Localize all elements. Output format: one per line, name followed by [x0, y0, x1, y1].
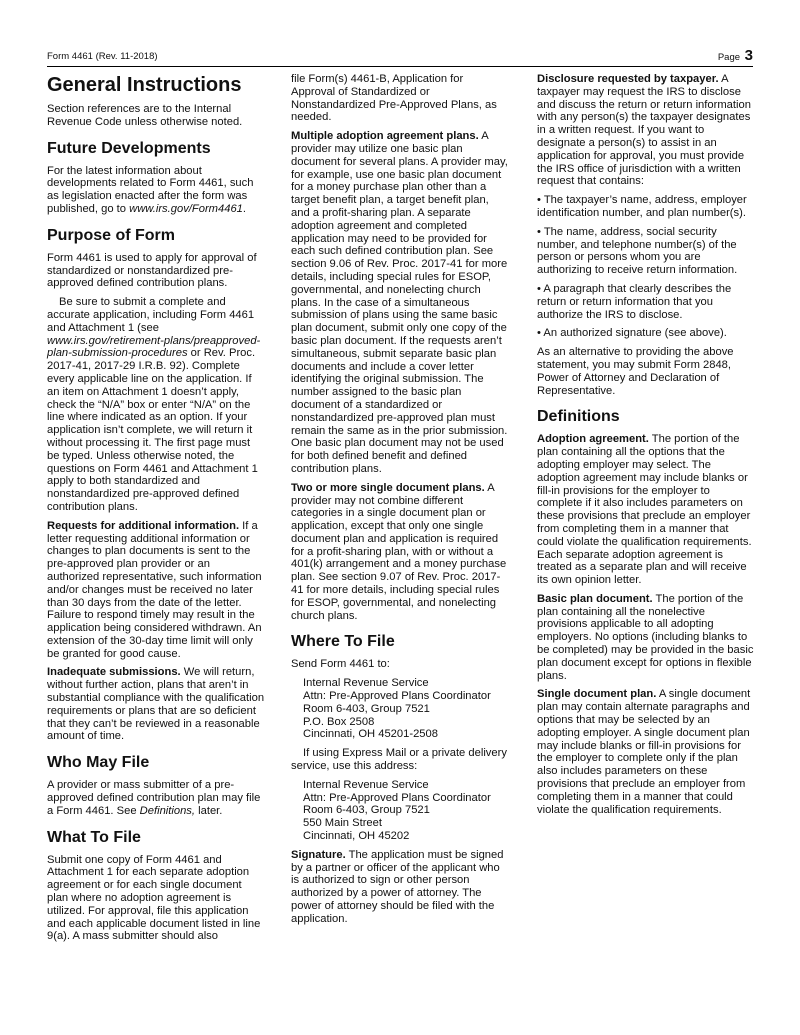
- send-text: Send Form 4461 to:: [291, 658, 390, 671]
- mail-address: [291, 677, 509, 741]
- address-line: Cincinnati, OH 45202: [303, 830, 410, 843]
- what-text: Submit one copy of Form 4461 and Attachment 1 for each separate adoption agreement or for each single document plan where no adoption agreement is utilized. For approval, file this application and each applicable document listed in line 9(a). A mass submitter should also: [47, 853, 261, 943]
- submit-link[interactable]: www.irs.gov/retirement-plans/preapproved-plan-submission-procedures: [47, 334, 261, 360]
- who-paragraph: [47, 779, 265, 817]
- adoption-paragraph: [537, 433, 755, 587]
- submit-text-a: Be sure to submit a complete and accurate application, including Form 4461 and Attachment 1 (see: [47, 296, 255, 334]
- two-text: A provider may not combine different categories in a single document plan or application, except that only one single document plan and application is required for a profit-sharing plan, with or without a 401(k) arrangement and a money purchase plan. See section 9.07 of Rev. Proc. 2017-41 for more details, including special rules for ESOP, governmental, and nonelecting church plans.: [291, 481, 507, 622]
- address-line: Attn: Pre-Approved Plans Coordinator: [303, 690, 491, 703]
- form-label: Form 4461 (Rev. 11-2018): [47, 51, 158, 62]
- future-paragraph: [47, 165, 265, 216]
- requests-text: If a letter requesting additional information or changes to plan documents is sent to the pre-approved plan provider or an authorized representative, such information and/or changes must be received no later than 30 days from the date of the letter. Failure to respond timely may result in the application being considered withdrawn. An extension of the 30-day time limit will only be granted for good cause.: [47, 519, 262, 660]
- single-text: A single document plan may contain alternate paragraphs and options that may be selected by an adopting employer. A single document plan may include blanks or fill-in provisions for the employer to complete only if the plan also includes parameters on these provisions that preclude an employer from completing them in a manner that could violate the qualification requirements.: [537, 688, 751, 816]
- basic-lead: Basic plan document.: [537, 592, 653, 605]
- signature-text: The application must be signed by a partner or officer of the applicant who is authorized to sign or other person authorized by a power of attorney. The power of attorney should be filed with the application.: [291, 848, 504, 925]
- page-number: 3: [744, 47, 753, 64]
- column-2: [291, 73, 509, 932]
- basic-text: The portion of the plan containing all the nonelective provisions applicable to all adopting employers. No options (including blanks to be completed) may be provided in the basic plan document except for options in flexible plans.: [537, 592, 754, 682]
- adoption-text: The portion of the plan containing all the options that the adopting employer may select. The adoption agreement may include blanks or fill-in provisions for the employer to complete if it also includes parameters on these provisions that preclude an employer from completing them in a manner that could violate the qualification requirements. Each separate adoption agreement is treated as a separate plan and will receive its own opinion letter.: [537, 433, 752, 587]
- where-heading: Where To File: [291, 633, 395, 651]
- who-italic: Definitions,: [139, 804, 196, 817]
- signature-paragraph: [291, 849, 509, 926]
- intro-text: Section references are to the Internal Revenue Code unless otherwise noted.: [47, 103, 243, 128]
- address-line: Cincinnati, OH 45201-2508: [303, 728, 438, 741]
- purpose-text: Form 4461 is used to apply for approval of standardized or nonstandardized pre-approved defined contribution plans.: [47, 251, 257, 290]
- future-link[interactable]: www.irs.gov/Form4461: [129, 202, 243, 215]
- bullet-item: • The taxpayer’s name, address, employer identification number, and plan number(s).: [537, 194, 747, 219]
- address-line: Attn: Pre-Approved Plans Coordinator: [303, 791, 491, 804]
- purpose-heading: Purpose of Form: [47, 226, 176, 244]
- who-text-b: later.: [195, 804, 223, 817]
- bullet-item: • A paragraph that clearly describes the return or return information that you authorize the IRS to disclose.: [537, 282, 732, 321]
- address-line: Internal Revenue Service: [303, 677, 429, 690]
- future-heading: Future Developments: [47, 139, 211, 157]
- address-line: Room 6-403, Group 7521: [303, 702, 430, 715]
- adoption-lead: Adoption agreement.: [537, 433, 649, 446]
- inadequate-text: We will return, without further action, plans that aren’t in substantial compliance with the qualification requirements or plans that are so deficient that they can’t be reviewed in a reasonable amount of time.: [47, 666, 265, 743]
- submit-text-b: or Rev. Proc. 2017-41, 2017-29 I.R.B. 92). Complete every applicable line on the application. If an item on Attachment 1 doesn’t apply, check the “N/A” box or enter “N/A” on the line where indicated as an option. If your application isn’t complete, we will return it without processing it. The first page must be typed. Unless otherwise noted, the questions on Form 4461 and Attachment 1 apply to both standardized and nonstandardized pre-approved defined contribution plans.: [47, 347, 258, 513]
- alternative-text: As an alternative to providing the above statement, you may submit Form 2848, Power of Attorney and Declaration of Representative.: [537, 346, 734, 397]
- bullet-item: • An authorized signature (see above).: [537, 327, 727, 340]
- requests-lead: Requests for additional information.: [47, 519, 240, 532]
- single-lead: Single document plan.: [537, 688, 657, 701]
- bullet-item: • The name, address, social security number, and telephone number(s) of the person or persons whom you are authorizing to receive return information.: [537, 225, 738, 277]
- address-line: Room 6-403, Group 7521: [303, 804, 430, 817]
- what-heading: What To File: [47, 828, 141, 846]
- who-heading: Who May File: [47, 754, 150, 772]
- page-title: General Instructions: [47, 74, 242, 96]
- disclosure-paragraph: [537, 73, 755, 188]
- continued-text: file Form(s) 4461-B, Application for Approval of Standardized or Nonstandardized Pre-Approved Plans, as needed.: [291, 73, 497, 124]
- page-header: [47, 44, 753, 67]
- disclosure-lead: Disclosure requested by taxpayer.: [537, 73, 719, 85]
- address-line: P.O. Box 2508: [303, 715, 375, 728]
- basic-paragraph: [537, 593, 755, 683]
- multiple-paragraph: [291, 130, 509, 476]
- future-text: For the latest information about developments related to Form 4461, such as legislation enacted after the form was published, go to: [47, 164, 254, 215]
- page-indicator: [718, 47, 753, 64]
- two-paragraph: [291, 482, 509, 623]
- requests-paragraph: [47, 520, 265, 661]
- express-text: If using Express Mail or a private delivery service, use this address:: [291, 747, 507, 773]
- column-1: [47, 73, 265, 949]
- definitions-heading: Definitions: [537, 408, 620, 426]
- inadequate-lead: Inadequate submissions.: [47, 666, 181, 679]
- inadequate-paragraph: [47, 666, 265, 743]
- multiple-text: A provider may utilize one basic plan document for several plans. A provider may, for example, use one basic plan document for a money purchase plan other than a target benefit plan, a target benefit plan, and a profit-sharing plan. A separate adoption agreement and completed application may need to be provided for each such defined contribution plan. See section 9.06 of Rev. Proc. 2017-41 for more details, including special rules for ESOP, governmental, and nonelecting church plans. In the case of a simultaneous submission of plans using the same basic plan document, submit only one copy of the basic plan document. If the requests aren’t simultaneous, submit separate basic plan documents and include a cover letter identifying the original submission. The number assigned to the basic plan document of a standardized or nonstandardized pre-approved plan must remain the same as in the prior submission. One basic plan document may not be used for both defined benefit and defined contribution plans.: [291, 130, 508, 475]
- two-lead: Two or more single document plans.: [291, 481, 485, 494]
- express-address: [291, 779, 509, 843]
- disclosure-text: A taxpayer may request the IRS to disclose and discuss the return or return information with any person(s) the taxpayer designates in a written request. If you want to designate a person(s) to assist in an application for approval, you must provide the IRS office of jurisdiction with a written request that contains:: [537, 73, 751, 188]
- address-line: Internal Revenue Service: [303, 778, 429, 791]
- future-end: .: [242, 202, 246, 215]
- multiple-lead: Multiple adoption agreement plans.: [291, 130, 479, 143]
- who-text-a: A provider or mass submitter of a pre-approved defined contribution plan may file a Form 4461. See: [47, 779, 261, 817]
- submit-paragraph: [47, 296, 265, 514]
- signature-lead: Signature.: [291, 848, 346, 861]
- single-paragraph: [537, 688, 755, 816]
- column-3: [537, 73, 755, 822]
- page-label: Page: [717, 52, 741, 63]
- address-line: 550 Main Street: [303, 817, 382, 830]
